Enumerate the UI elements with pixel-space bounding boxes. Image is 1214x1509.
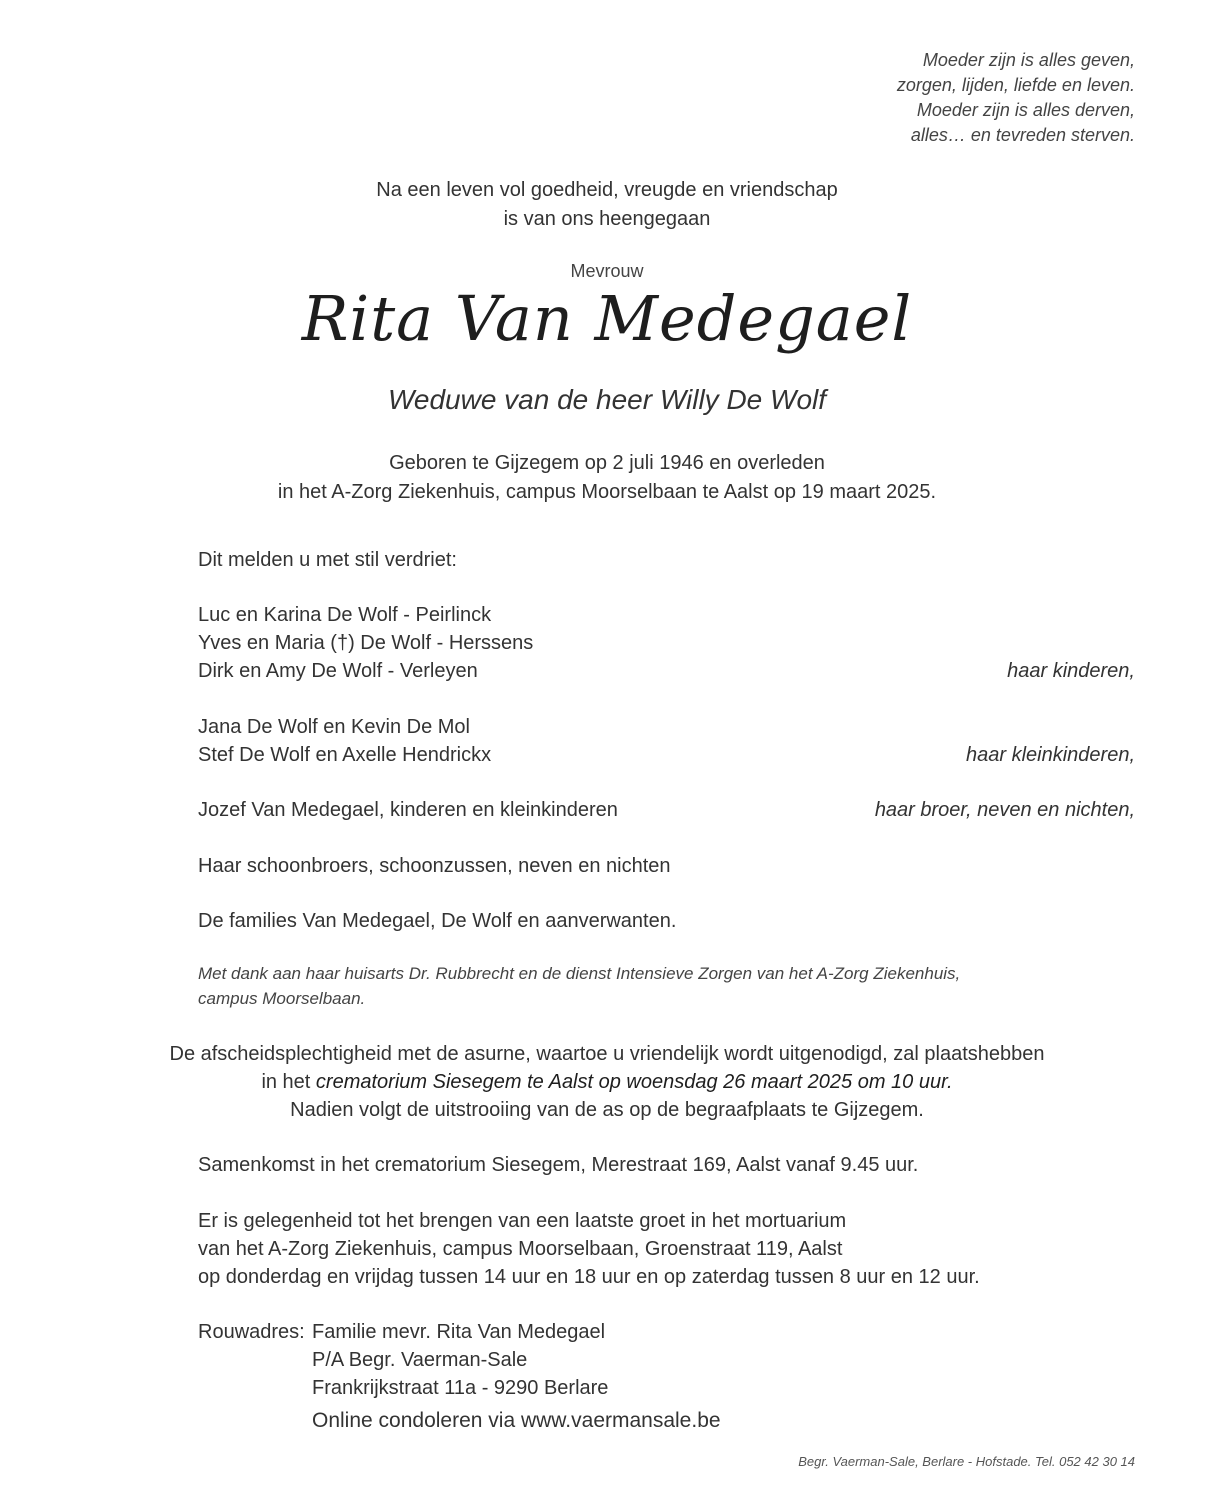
intro-line-2: is van ons heengegaan bbox=[503, 208, 711, 230]
online-condolence: Online condoleren via www.vaermansale.be bbox=[312, 1409, 721, 1432]
families-line: De families Van Medegael, De Wolf en aanverwanten. bbox=[198, 910, 677, 932]
visit-line-1: Er is gelegenheid tot het brengen van een laatste groet in het mortuarium bbox=[198, 1210, 847, 1232]
ceremony-info bbox=[0, 1040, 1214, 1124]
poem-line: alles… en tevreden sterven. bbox=[910, 125, 1135, 145]
inlaws-line: Haar schoonbroers, schoonzussen, neven en nichten bbox=[198, 855, 671, 877]
brother-name: Jozef Van Medegael, kinderen en kleinkinderen bbox=[198, 799, 618, 821]
ceremony-emphasis: crematorium Siesegem te Aalst op woensdag 26 maart 2025 om 10 uur. bbox=[315, 1071, 953, 1093]
announcement: Dit melden u met stil verdriet: bbox=[198, 549, 457, 571]
birth-death-info bbox=[0, 449, 1214, 507]
poem-line: Moeder zijn is alles derven, bbox=[916, 100, 1135, 120]
poem-line: zorgen, lijden, liefde en leven. bbox=[896, 75, 1135, 95]
grandchild-name: Jana De Wolf en Kevin De Mol bbox=[198, 716, 470, 738]
visit-line-2: van het A-Zorg Ziekenhuis, campus Moorselbaan, Groenstraat 119, Aalst bbox=[198, 1238, 843, 1260]
brother-section bbox=[198, 796, 1135, 824]
footer-credit: Begr. Vaerman-Sale, Berlare - Hofstade. Tel. 052 42 30 14 bbox=[798, 1454, 1135, 1469]
thanks-line-1: Met dank aan haar huisarts Dr. Rubbrecht en de dienst Intensieve Zorgen van het A-Zorg Ziekenhuis, bbox=[198, 964, 961, 983]
intro-line-1: Na een leven vol goedheid, vreugde en vriendschap bbox=[376, 179, 838, 201]
visit-line-3: op donderdag en vrijdag tussen 14 uur en 18 uur en op zaterdag tussen 8 uur en 12 uur. bbox=[198, 1266, 980, 1288]
ceremony-prefix: in het bbox=[261, 1071, 316, 1093]
ceremony-line-3: Nadien volgt de uitstrooiing van de as op de begraafplaats te Gijzegem. bbox=[290, 1099, 924, 1121]
ceremony-line-1: De afscheidsplechtigheid met de asurne, waartoe u vriendelijk wordt uitgenodigd, zal plaatshebben bbox=[169, 1043, 1045, 1065]
child-name: Yves en Maria (†) De Wolf - Herssens bbox=[198, 632, 534, 654]
ceremony-line-2 bbox=[0, 1068, 1214, 1096]
honorific: Mevrouw bbox=[570, 261, 644, 281]
address-line-2: P/A Begr. Vaerman-Sale bbox=[312, 1349, 528, 1371]
deceased-name: Rita Van Medegael bbox=[301, 282, 913, 355]
grandchildren-section bbox=[198, 713, 1135, 769]
gathering-line: Samenkomst in het crematorium Siesegem, Merestraat 169, Aalst vanaf 9.45 uur. bbox=[198, 1154, 919, 1176]
children-relation: haar kinderen, bbox=[1007, 660, 1135, 682]
grandchildren-last-row bbox=[198, 741, 1135, 769]
poem-line: Moeder zijn is alles geven, bbox=[922, 50, 1135, 70]
intro-text bbox=[0, 176, 1214, 234]
address-label: Rouwadres: bbox=[198, 1321, 305, 1343]
child-name: Dirk en Amy De Wolf - Verleyen bbox=[198, 660, 478, 682]
widow-line: Weduwe van de heer Willy De Wolf bbox=[387, 384, 827, 415]
brother-relation: haar broer, neven en nichten, bbox=[874, 799, 1135, 821]
thanks-note bbox=[198, 961, 1135, 1011]
address-line-1: Familie mevr. Rita Van Medegael bbox=[312, 1321, 606, 1343]
child-name: Luc en Karina De Wolf - Peirlinck bbox=[198, 604, 492, 626]
born-line-2: in het A-Zorg Ziekenhuis, campus Moorselbaan te Aalst op 19 maart 2025. bbox=[277, 481, 937, 503]
visit-info bbox=[198, 1207, 1135, 1291]
address-first-row bbox=[198, 1318, 608, 1346]
children-last-row bbox=[198, 657, 1135, 685]
children-section bbox=[198, 601, 1135, 685]
born-line-1: Geboren te Gijzegem op 2 juli 1946 en overleden bbox=[389, 452, 825, 474]
grandchildren-relation: haar kleinkinderen, bbox=[966, 744, 1135, 766]
mourning-address bbox=[198, 1318, 608, 1402]
poem bbox=[897, 48, 1135, 148]
thanks-line-2: campus Moorselbaan. bbox=[198, 989, 366, 1008]
address-line-3: Frankrijkstraat 11a - 9290 Berlare bbox=[312, 1377, 609, 1399]
grandchild-name: Stef De Wolf en Axelle Hendrickx bbox=[198, 744, 492, 766]
